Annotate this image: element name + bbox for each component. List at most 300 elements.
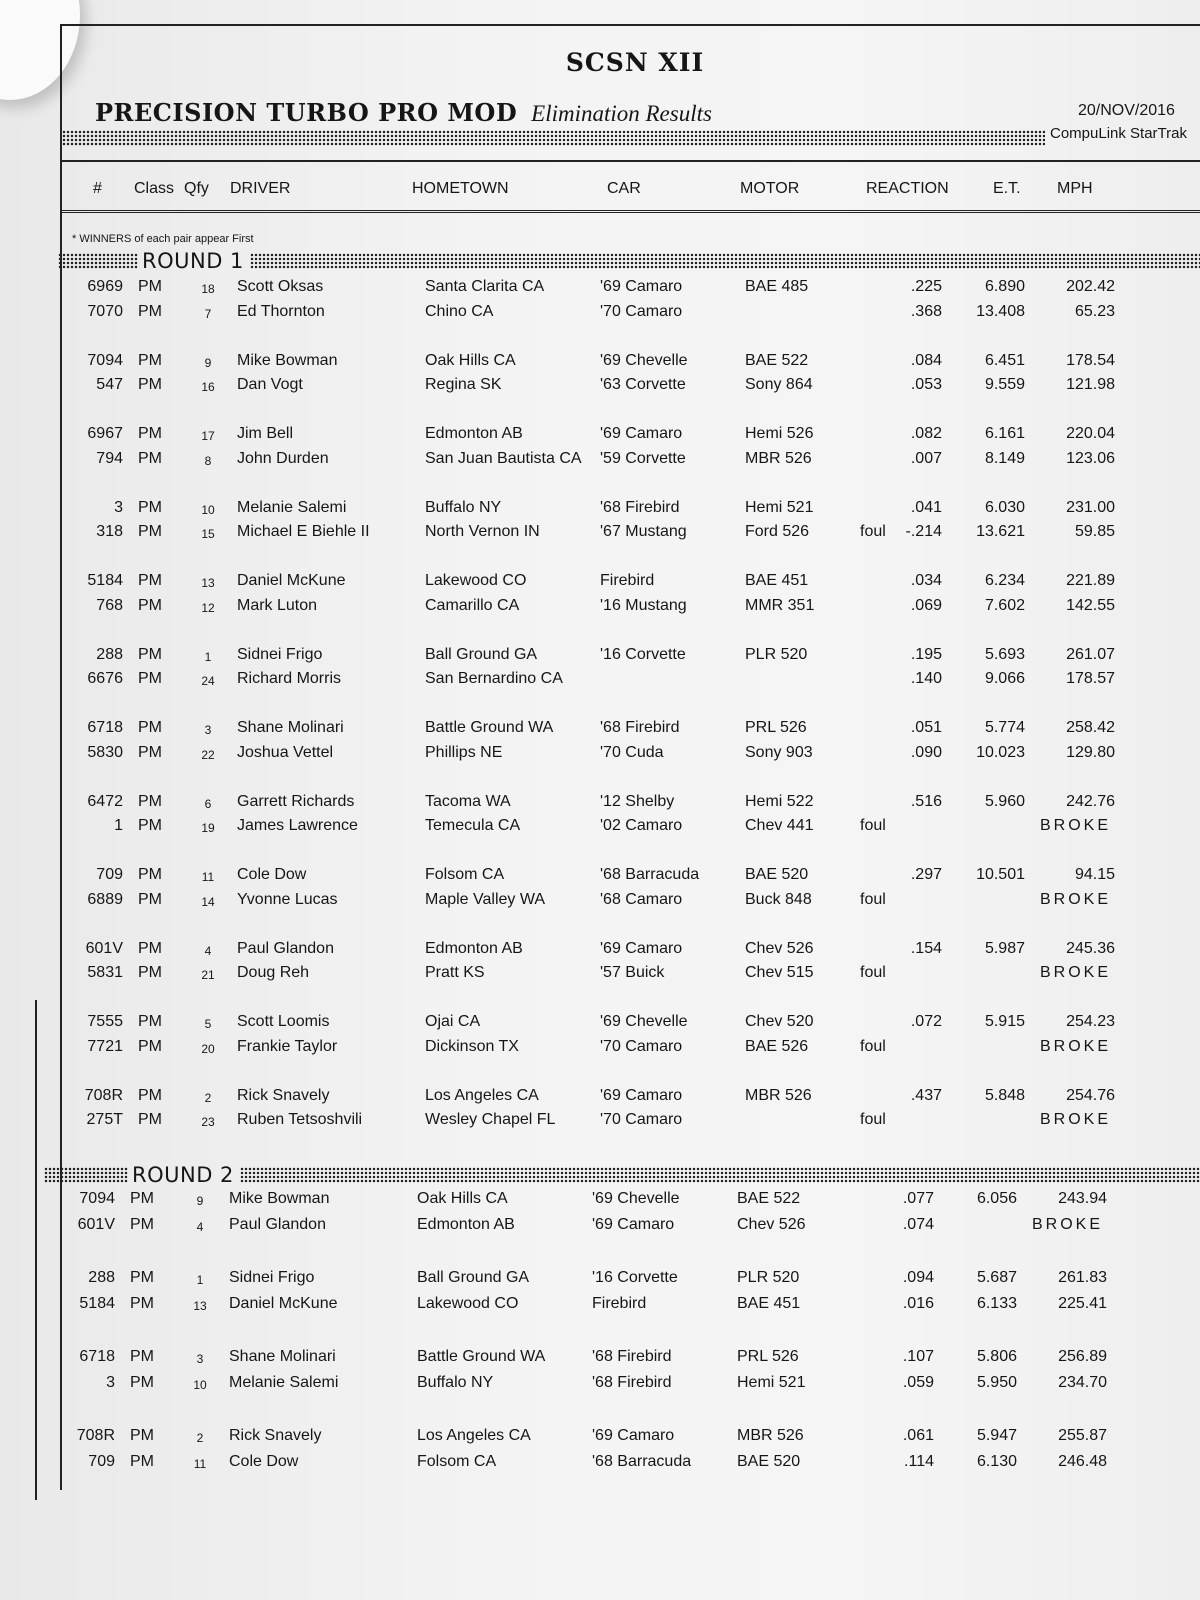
elapsed-time: 13.621: [976, 523, 1025, 540]
elapsed-time: 5.693: [984, 645, 1025, 663]
car-number: 601V: [85, 939, 123, 957]
speed-mph: 202.42: [1066, 278, 1115, 295]
class-code: PM: [138, 498, 162, 516]
result-row: [0, 376, 1200, 400]
hometown: Battle Ground WA: [417, 1348, 546, 1365]
car-number: 5831: [87, 964, 123, 981]
car-model: '02 Camaro: [600, 817, 683, 834]
car-model: '69 Camaro: [592, 1216, 675, 1233]
result-row: [0, 964, 1200, 988]
hometown: Folsom CA: [425, 866, 505, 883]
class-code: PM: [138, 890, 162, 908]
reaction-time: .154: [910, 939, 942, 957]
reaction-time: .061: [902, 1427, 934, 1444]
qualifying-position: 14: [201, 894, 215, 909]
motor: BAE 451: [737, 1295, 801, 1312]
foul-flag: foul: [860, 523, 886, 540]
hometown: Phillips NE: [425, 743, 503, 761]
reaction-time: .059: [902, 1374, 934, 1391]
reaction-time: .437: [910, 1086, 942, 1104]
result-row: [0, 940, 1200, 964]
hometown: Oak Hills CA: [425, 351, 516, 369]
reaction-time: .225: [910, 278, 942, 295]
car-model: '69 Camaro: [600, 278, 683, 295]
driver-name: Jim Bell: [237, 425, 294, 442]
hometown: Los Angeles CA: [425, 1086, 539, 1104]
class-code: PM: [138, 1037, 162, 1055]
hometown: Tacoma WA: [425, 792, 511, 810]
reaction-time: .007: [910, 449, 942, 467]
result-row: [0, 303, 1200, 327]
driver-name: Scott Oksas: [237, 278, 324, 295]
speed-mph: 142.55: [1066, 596, 1115, 614]
foul-flag: foul: [860, 1111, 886, 1128]
class-code: PM: [138, 523, 162, 540]
car-model: '68 Firebird: [600, 719, 680, 736]
class-code: PM: [138, 449, 162, 467]
header-rule-top: [60, 160, 1200, 162]
motor: PLR 520: [737, 1269, 800, 1286]
result-row: [0, 646, 1200, 670]
reaction-time: .090: [910, 743, 942, 761]
hometown: Ojai CA: [425, 1013, 481, 1030]
driver-name: Mike Bowman: [237, 351, 338, 369]
motor: BAE 522: [737, 1190, 801, 1207]
class-code: PM: [138, 351, 162, 369]
elapsed-time: 6.130: [976, 1453, 1017, 1470]
qualifying-position: 10: [201, 502, 215, 517]
elapsed-time: 6.030: [984, 498, 1025, 516]
class-code: PM: [138, 278, 162, 295]
result-row: [0, 425, 1200, 449]
motor: Sony 864: [745, 376, 813, 393]
car-number: 6472: [87, 792, 123, 810]
driver-name: Frankie Taylor: [237, 1037, 338, 1055]
hometown: Temecula CA: [425, 817, 521, 834]
qualifying-position: 18: [201, 282, 215, 296]
result-row: [0, 1348, 1200, 1372]
elapsed-time: 6.056: [976, 1190, 1017, 1207]
qualifying-position: 20: [201, 1041, 215, 1056]
class-code: PM: [138, 743, 162, 761]
speed-mph: 254.76: [1066, 1086, 1115, 1104]
driver-name: Michael E Biehle II: [237, 523, 370, 540]
class-code: PM: [130, 1427, 154, 1444]
qualifying-position: 1: [204, 649, 212, 664]
motor: PRL 526: [737, 1348, 799, 1365]
round-header: [44, 1164, 1200, 1186]
class-code: PM: [138, 376, 162, 393]
result-row: [0, 793, 1200, 817]
motor: Chev 526: [737, 1216, 806, 1233]
class-code: PM: [138, 964, 162, 981]
reaction-time: .368: [910, 302, 942, 320]
driver-name: Daniel McKune: [229, 1295, 338, 1312]
speed-mph: 94.15: [1074, 866, 1115, 883]
car-number: 6969: [87, 278, 123, 295]
elapsed-time: 10.501: [976, 866, 1025, 883]
driver-name: Melanie Salemi: [229, 1374, 339, 1391]
elapsed-time: 5.806: [976, 1348, 1017, 1365]
qualifying-position: 9: [204, 355, 212, 370]
hometown: North Vernon IN: [425, 523, 540, 540]
car-model: '16 Mustang: [600, 596, 687, 614]
qualifying-position: 19: [201, 821, 215, 835]
result-row: [0, 597, 1200, 621]
class-code: PM: [130, 1348, 154, 1365]
car-number: 6718: [79, 1348, 115, 1365]
col-header-mph: MPH: [1057, 180, 1093, 197]
motor: Sony 903: [745, 743, 813, 761]
driver-name: Dan Vogt: [237, 376, 303, 393]
speed-mph: 129.80: [1066, 743, 1115, 761]
driver-name: Yvonne Lucas: [237, 890, 338, 908]
hometown: Los Angeles CA: [417, 1427, 531, 1444]
car-number: 5830: [87, 743, 123, 761]
col-header-car: CAR: [607, 180, 641, 197]
car-number: 7721: [87, 1037, 123, 1055]
motor: Buck 848: [745, 890, 812, 908]
result-row: [0, 1269, 1200, 1293]
motor: Hemi 521: [745, 498, 814, 516]
car-number: 7094: [79, 1190, 115, 1207]
reaction-time: .084: [910, 351, 942, 369]
qualifying-position: 2: [196, 1431, 204, 1445]
qualifying-position: 22: [201, 747, 215, 762]
speed-mph: 234.70: [1058, 1374, 1107, 1391]
reaction-time: .082: [910, 425, 942, 442]
car-number: 708R: [84, 1086, 123, 1104]
qualifying-position: 4: [204, 943, 212, 958]
motor: BAE 451: [745, 572, 809, 589]
driver-name: James Lawrence: [237, 817, 358, 834]
driver-name: Garrett Richards: [237, 792, 355, 810]
hometown: Dickinson TX: [425, 1037, 519, 1055]
class-code: PM: [138, 645, 162, 663]
qualifying-position: 3: [204, 723, 212, 737]
winners-note: * WINNERS of each pair appear First: [72, 233, 254, 245]
class-code: PM: [138, 572, 162, 589]
result-row: [0, 1013, 1200, 1037]
event-date: 20/NOV/2016: [1078, 102, 1175, 119]
speed-mph: 256.89: [1058, 1348, 1107, 1365]
qualifying-position: 6: [204, 796, 212, 811]
car-model: '69 Camaro: [600, 1086, 683, 1104]
reaction-time: .069: [910, 596, 942, 614]
car-model: '70 Cuda: [600, 743, 664, 761]
round-dots-right: [240, 1167, 1200, 1183]
round-header: [58, 250, 1200, 272]
result-row: [0, 278, 1200, 302]
elapsed-time: 5.950: [976, 1374, 1017, 1391]
result-row: [0, 719, 1200, 743]
qualifying-position: 15: [201, 527, 215, 541]
dotted-divider: [62, 130, 1045, 146]
car-model: '16 Corvette: [600, 645, 686, 663]
car-model: '69 Camaro: [592, 1427, 675, 1444]
qualifying-position: 8: [204, 453, 212, 468]
motor: BAE 485: [745, 278, 809, 295]
class-code: PM: [138, 939, 162, 957]
reaction-time: .074: [902, 1216, 934, 1233]
hometown: San Bernardino CA: [425, 670, 563, 687]
driver-name: Sidnei Frigo: [237, 645, 323, 663]
speed-mph: 221.89: [1066, 572, 1115, 589]
car-number: 6967: [87, 425, 123, 442]
hometown: Chino CA: [425, 302, 494, 320]
result-row: [0, 817, 1200, 841]
car-model: '70 Camaro: [600, 302, 683, 320]
car-model: '69 Chevelle: [600, 351, 688, 369]
reaction-time: .053: [910, 376, 942, 393]
car-model: '70 Camaro: [600, 1037, 683, 1055]
motor: PRL 526: [745, 719, 807, 736]
round-dots-left: [58, 253, 138, 269]
class-code: PM: [138, 719, 162, 736]
col-header-hometown: HOMETOWN: [412, 180, 509, 197]
speed-mph: 258.42: [1066, 719, 1115, 736]
result-row: [0, 1190, 1200, 1214]
driver-name: Doug Reh: [237, 964, 310, 981]
reaction-time: .297: [910, 866, 942, 883]
qualifying-position: 13: [201, 576, 215, 590]
class-code: PM: [138, 817, 162, 834]
driver-name: Ed Thornton: [237, 302, 325, 320]
speed-mph: 261.83: [1058, 1269, 1107, 1286]
car-number: 709: [88, 1453, 115, 1470]
motor: MBR 526: [745, 449, 812, 467]
result-row: [0, 1295, 1200, 1319]
broke-label: BROKE: [1040, 817, 1112, 834]
reaction-time: .195: [910, 645, 942, 663]
hometown: Edmonton AB: [417, 1216, 515, 1233]
car-model: '68 Firebird: [600, 498, 680, 516]
driver-name: John Durden: [237, 449, 329, 467]
qualifying-position: 13: [193, 1299, 207, 1313]
speed-mph: 231.00: [1066, 498, 1115, 516]
speed-mph: 121.98: [1066, 376, 1115, 393]
class-code: PM: [138, 425, 162, 442]
result-row: [0, 1111, 1200, 1135]
driver-name: Sidnei Frigo: [229, 1269, 315, 1286]
motor: MMR 351: [745, 596, 815, 614]
driver-name: Rick Snavely: [237, 1086, 330, 1104]
class-code: PM: [138, 1013, 162, 1030]
timing-system: CompuLink StarTrak: [1050, 125, 1187, 142]
motor: MBR 526: [737, 1427, 804, 1444]
car-model: '59 Corvette: [600, 449, 686, 467]
speed-mph: 243.94: [1058, 1190, 1107, 1207]
car-number: 1: [114, 817, 123, 834]
foul-flag: foul: [860, 964, 886, 981]
reaction-time: .041: [910, 498, 942, 516]
hometown: Regina SK: [425, 376, 502, 393]
motor: BAE 522: [745, 351, 809, 369]
reaction-time: .072: [910, 1013, 942, 1030]
qualifying-position: 24: [201, 674, 215, 688]
motor: Hemi 522: [745, 792, 814, 810]
driver-name: Cole Dow: [237, 866, 307, 883]
results-label: Elimination Results: [531, 101, 712, 126]
qualifying-position: 5: [204, 1017, 212, 1031]
car-model: '67 Mustang: [600, 523, 687, 540]
car-number: 318: [96, 523, 123, 540]
elapsed-time: 5.987: [984, 939, 1025, 957]
foul-flag: foul: [860, 817, 886, 834]
hometown: Edmonton AB: [425, 425, 523, 442]
driver-name: Mark Luton: [237, 596, 318, 614]
speed-mph: 178.57: [1066, 670, 1115, 687]
elapsed-time: 13.408: [976, 302, 1025, 320]
elapsed-time: 10.023: [976, 743, 1025, 761]
result-row: [0, 670, 1200, 694]
result-row: [0, 450, 1200, 474]
qualifying-position: 12: [201, 600, 215, 615]
round-label: ROUND 2: [132, 1163, 234, 1187]
car-model: '12 Shelby: [600, 792, 675, 810]
elapsed-time: 9.066: [984, 670, 1025, 687]
hometown: Lakewood CO: [425, 572, 527, 589]
qualifying-position: 23: [201, 1115, 215, 1129]
car-number: 7555: [87, 1013, 123, 1030]
speed-mph: 178.54: [1066, 351, 1115, 369]
car-number: 7070: [87, 302, 123, 320]
motor: Hemi 521: [737, 1374, 806, 1391]
car-number: 7094: [87, 351, 123, 369]
reaction-time: .107: [902, 1348, 934, 1365]
car-number: 6889: [87, 890, 123, 908]
car-model: '68 Barracuda: [592, 1453, 692, 1470]
result-row: [0, 499, 1200, 523]
result-row: [0, 1374, 1200, 1398]
hometown: Santa Clarita CA: [425, 278, 545, 295]
result-row: [0, 1216, 1200, 1240]
frame-top-rule: [60, 24, 1200, 26]
elapsed-time: 7.602: [984, 596, 1025, 614]
hometown: Ball Ground GA: [417, 1269, 530, 1286]
reaction-time: .034: [910, 572, 942, 589]
class-code: PM: [138, 302, 162, 320]
result-row: [0, 866, 1200, 890]
qualifying-position: 17: [201, 429, 215, 443]
reaction-time: -.214: [905, 523, 942, 540]
result-row: [0, 1038, 1200, 1062]
qualifying-position: 10: [193, 1378, 207, 1392]
speed-mph: 255.87: [1058, 1427, 1107, 1444]
qualifying-position: 7: [204, 306, 212, 321]
result-row: [0, 572, 1200, 596]
elapsed-time: 5.915: [984, 1013, 1025, 1030]
reaction-time: .094: [902, 1269, 934, 1286]
hometown: Edmonton AB: [425, 939, 523, 957]
class-code: PM: [138, 1086, 162, 1104]
motor: MBR 526: [745, 1086, 812, 1104]
foul-flag: foul: [860, 890, 886, 908]
hometown: Lakewood CO: [417, 1295, 519, 1312]
driver-name: Paul Glandon: [237, 939, 334, 957]
speed-mph: 242.76: [1066, 792, 1115, 810]
car-number: 3: [114, 498, 123, 516]
speed-mph: 261.07: [1066, 645, 1115, 663]
class-code: PM: [130, 1453, 154, 1470]
qualifying-position: 11: [201, 870, 215, 884]
elapsed-time: 5.848: [984, 1086, 1025, 1104]
col-header-motor: MOTOR: [740, 180, 800, 197]
car-number: 288: [88, 1269, 115, 1286]
car-model: '16 Corvette: [592, 1269, 678, 1286]
hometown: Buffalo NY: [425, 498, 502, 516]
round-dots-left: [44, 1167, 128, 1183]
elapsed-time: 6.161: [984, 425, 1025, 442]
broke-label: BROKE: [1040, 1111, 1112, 1128]
elapsed-time: 6.451: [984, 351, 1025, 369]
qualifying-position: 2: [204, 1090, 212, 1105]
elapsed-time: 9.559: [984, 376, 1025, 393]
driver-name: Richard Morris: [237, 670, 342, 687]
elapsed-time: 6.234: [984, 572, 1025, 589]
motor: Chev 520: [745, 1013, 814, 1030]
speed-mph: 65.23: [1074, 302, 1115, 320]
class-code: PM: [130, 1216, 154, 1233]
driver-name: Ruben Tetsoshvili: [237, 1111, 363, 1128]
class-code: PM: [138, 866, 162, 883]
car-number: 3: [106, 1374, 115, 1391]
speed-mph: 254.23: [1066, 1013, 1115, 1030]
broke-label: BROKE: [1040, 890, 1112, 908]
hometown: Battle Ground WA: [425, 719, 554, 736]
qualifying-position: 11: [193, 1457, 207, 1471]
col-header-et: E.T.: [993, 180, 1021, 197]
speed-mph: 59.85: [1074, 523, 1115, 540]
result-row: [0, 891, 1200, 915]
speed-mph: 123.06: [1066, 449, 1115, 467]
qualifying-position: 16: [201, 380, 215, 394]
motor: BAE 520: [745, 866, 809, 883]
driver-name: Paul Glandon: [229, 1216, 326, 1233]
elapsed-time: 5.774: [984, 719, 1025, 736]
hometown: Camarillo CA: [425, 596, 520, 614]
car-model: '69 Camaro: [600, 425, 683, 442]
driver-name: Scott Loomis: [237, 1013, 330, 1030]
broke-label: BROKE: [1032, 1216, 1104, 1233]
motor: Hemi 526: [745, 425, 814, 442]
class-code: PM: [138, 1111, 162, 1128]
car-number: 5184: [87, 572, 123, 589]
col-header-qfy: Qfy: [184, 180, 209, 197]
qualifying-position: 4: [196, 1220, 204, 1234]
result-row: [0, 744, 1200, 768]
col-header-driver: DRIVER: [230, 180, 291, 197]
foul-flag: foul: [860, 1037, 886, 1055]
car-number: 547: [96, 376, 123, 393]
elapsed-time: 8.149: [984, 449, 1025, 467]
driver-name: Cole Dow: [229, 1453, 299, 1470]
round-dots-right: [250, 253, 1200, 269]
col-header-reaction: REACTION: [866, 180, 949, 197]
driver-name: Joshua Vettel: [237, 743, 334, 761]
car-number: 288: [96, 645, 123, 663]
elapsed-time: 5.687: [976, 1269, 1017, 1286]
reaction-time: .051: [910, 719, 942, 736]
hometown: Wesley Chapel FL: [425, 1111, 556, 1128]
car-number: 709: [96, 866, 123, 883]
event-title: SCSN XII: [565, 48, 705, 77]
reaction-time: .077: [902, 1190, 934, 1207]
class-code: PM: [130, 1374, 154, 1391]
motor: Chev 515: [745, 964, 814, 981]
car-model: '68 Barracuda: [600, 866, 700, 883]
qualifying-position: 1: [196, 1273, 204, 1287]
